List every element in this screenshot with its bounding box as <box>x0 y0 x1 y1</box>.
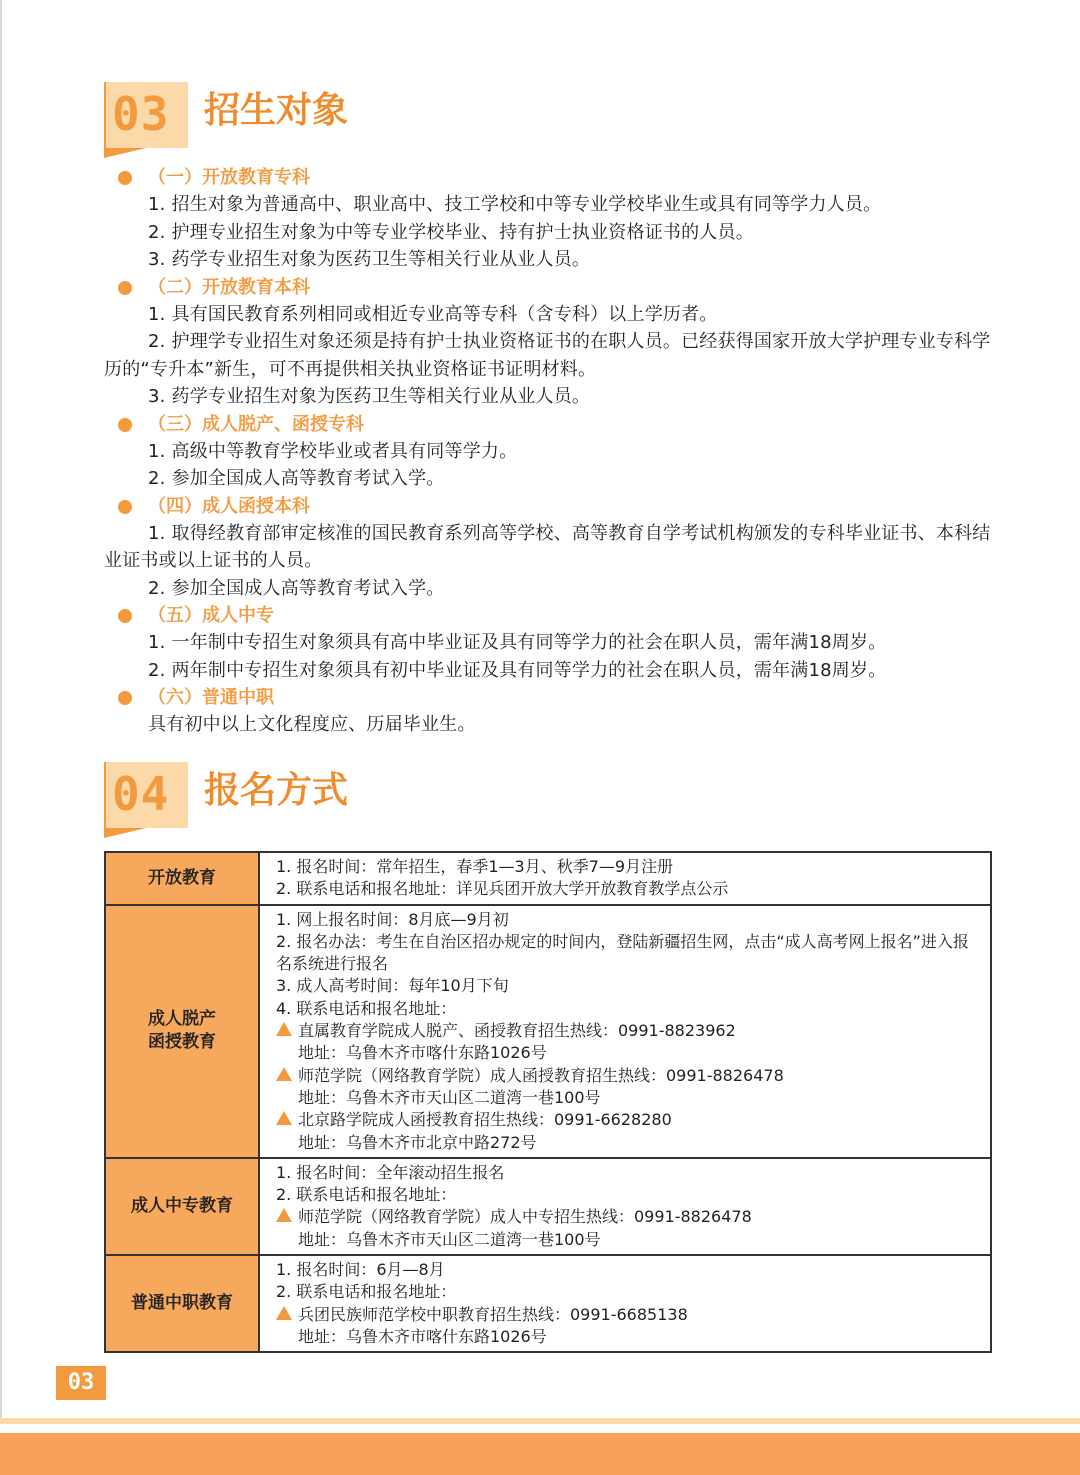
line-text: 2. 报名办法：考生在自治区招办规定的时间内，登陆新疆招生网，点击“成人高考网上报名”进入报名系统进行报名 <box>276 931 969 974</box>
bullet-dot-icon <box>118 418 132 432</box>
address-line <box>276 1087 980 1109</box>
bullet-dot-icon <box>118 171 132 185</box>
section-04-number: 04 <box>112 767 170 821</box>
line-text: 1. 报名时间：6月—8月 <box>276 1260 445 1280</box>
line-text: 直属教育学院成人脱产、函授教育招生热线：0991-8823962 <box>298 1021 736 1041</box>
table-row <box>105 852 991 905</box>
table-row <box>105 1255 991 1352</box>
line-text: 1. 网上报名时间：8月底—9月初 <box>276 909 509 929</box>
line-text: 4. 联系电话和报名地址： <box>276 998 457 1018</box>
row-label-text: 普通中职教育 <box>131 1293 233 1314</box>
row-content <box>259 1255 991 1352</box>
section-04-title: 报名方式 <box>204 770 349 811</box>
page-left-edge-line <box>0 0 2 1418</box>
bullet-dot-icon <box>118 500 132 514</box>
subsection-heading <box>104 684 994 711</box>
subsection-heading-text: （五）成人中专 <box>148 605 274 626</box>
triangle-bullet-icon <box>276 1208 292 1222</box>
section-03-title: 招生对象 <box>204 90 349 131</box>
paragraph: 2. 参加全国成人高等教育考试入学。 <box>148 468 445 489</box>
section-04-number-tail <box>104 828 146 838</box>
hotline-line <box>276 1206 980 1228</box>
section-03-body <box>104 164 994 739</box>
line-text: 师范学院（网络教育学院）成人中专招生热线：0991-8826478 <box>298 1207 752 1227</box>
address-line <box>276 1326 980 1348</box>
info-line <box>276 1281 980 1303</box>
subsection-heading <box>104 602 994 629</box>
hotline-line <box>276 1304 980 1326</box>
row-label <box>105 905 259 1158</box>
row-content <box>259 852 991 905</box>
paragraph: 3. 药学专业招生对象为医药卫生等相关行业从业人员。 <box>148 386 591 407</box>
info-line <box>276 909 980 931</box>
subsection-heading <box>104 493 994 520</box>
line-text: 1. 报名时间：常年招生，春季1—3月、秋季7—9月注册 <box>276 857 674 876</box>
subsection-heading-text: （四）成人函授本科 <box>148 495 310 517</box>
paragraph: 2. 护理学专业招生对象还须是持有护士执业资格证书的在职人员。已经获得国家开放大学护理专业专科学历的“专升本”新生，可不再提供相关执业资格证书证明材料。 <box>104 331 991 380</box>
hotline-line <box>276 1020 980 1042</box>
subsection-heading-text: （三）成人脱产、函授专科 <box>148 413 364 435</box>
section-03-number-tail <box>104 148 146 158</box>
paragraph: 1. 招生对象为普通高中、职业高中、技工学校和中等专业学校毕业生或具有同等学力人员。 <box>148 194 882 215</box>
info-line <box>276 931 980 976</box>
line-text: 地址：乌鲁木齐市天山区二道湾一巷100号 <box>298 1229 601 1249</box>
info-line <box>276 856 980 878</box>
subsection-heading <box>104 164 994 191</box>
row-label <box>105 1158 259 1255</box>
row-label-text: 开放教育 <box>148 867 216 888</box>
triangle-bullet-icon <box>276 1111 292 1125</box>
line-text: 北京路学院成人函授教育招生热线：0991-6628280 <box>298 1110 672 1130</box>
subsection-heading <box>104 411 994 438</box>
row-content <box>259 1158 991 1255</box>
subsection-heading-text: （六）普通中职 <box>148 687 274 708</box>
address-line <box>276 1132 980 1154</box>
triangle-bullet-icon <box>276 1067 292 1081</box>
triangle-bullet-icon <box>276 1306 292 1320</box>
hotline-line <box>276 1109 980 1131</box>
registration-table <box>104 851 992 1353</box>
line-text: 地址：乌鲁木齐市喀什东路1026号 <box>298 1043 547 1063</box>
hotline-line <box>276 1065 980 1087</box>
info-line <box>276 1184 980 1206</box>
line-text: 兵团民族师范学校中职教育招生热线：0991-6685138 <box>298 1304 688 1324</box>
line-text: 2. 联系电话和报名地址： <box>276 1282 457 1302</box>
triangle-bullet-icon <box>276 1022 292 1036</box>
row-label <box>105 852 259 905</box>
info-line <box>276 998 980 1020</box>
info-line <box>276 1259 980 1281</box>
row-label <box>105 1255 259 1352</box>
row-label-text: 成人脱产 <box>148 1009 216 1030</box>
paragraph: 3. 药学专业招生对象为医药卫生等相关行业从业人员。 <box>148 249 591 270</box>
address-line <box>276 1042 980 1064</box>
paragraph: 具有初中以上文化程度应、历届毕业生。 <box>148 714 476 735</box>
section-03-number: 03 <box>112 87 170 141</box>
footer-thin-band <box>0 1418 1080 1424</box>
paragraph: 2. 两年制中专招生对象须具有初中毕业证及具有同等学力的社会在职人员，需年满18周岁。 <box>148 659 887 681</box>
paragraph: 2. 护理专业招生对象为中等专业学校毕业、持有护士执业资格证书的人员。 <box>148 221 754 243</box>
table-row <box>105 1158 991 1255</box>
footer-band <box>0 1433 1080 1475</box>
subsection-heading <box>104 274 994 301</box>
row-content <box>259 905 991 1158</box>
bullet-dot-icon <box>118 281 132 295</box>
bullet-dot-icon <box>118 691 132 705</box>
table-row <box>105 905 991 1158</box>
paragraph: 1. 高级中等教育学校毕业或者具有同等学力。 <box>148 440 518 462</box>
line-text: 地址：乌鲁木齐市天山区二道湾一巷100号 <box>298 1087 601 1107</box>
info-line <box>276 1162 980 1184</box>
info-line <box>276 975 980 997</box>
line-text: 1. 报名时间：全年滚动招生报名 <box>276 1162 505 1182</box>
paragraph: 1. 一年制中专招生对象须具有高中毕业证及具有同等学力的社会在职人员，需年满18周岁。 <box>148 632 887 653</box>
line-text: 师范学院（网络教育学院）成人函授教育招生热线：0991-8826478 <box>298 1065 784 1085</box>
address-line <box>276 1229 980 1251</box>
row-label-text: 函授教育 <box>148 1032 216 1053</box>
subsection-heading-text: （一）开放教育专科 <box>148 167 310 188</box>
paragraph: 1. 取得经教育部审定核准的国民教育系列高等学校、高等教育自学考试机构颁发的专科毕业证书、本科结业证书或以上证书的人员。 <box>104 522 991 571</box>
subsection-heading-text: （二）开放教育本科 <box>148 276 310 298</box>
bullet-dot-icon <box>118 609 132 623</box>
paragraph: 1. 具有国民教育系列相同或相近专业高等专科（含专科）以上学历者。 <box>148 303 718 325</box>
line-text: 3. 成人高考时间：每年10月下旬 <box>276 976 509 996</box>
line-text: 2. 联系电话和报名地址：详见兵团开放大学开放教育教学点公示 <box>276 879 729 899</box>
paragraph: 2. 参加全国成人高等教育考试入学。 <box>148 577 445 599</box>
page-number: 03 <box>56 1366 106 1400</box>
line-text: 地址：乌鲁木齐市北京中路272号 <box>298 1132 537 1152</box>
line-text: 2. 联系电话和报名地址： <box>276 1185 457 1205</box>
line-text: 地址：乌鲁木齐市喀什东路1026号 <box>298 1326 547 1346</box>
row-label-text: 成人中专教育 <box>131 1195 233 1216</box>
info-line <box>276 878 980 900</box>
